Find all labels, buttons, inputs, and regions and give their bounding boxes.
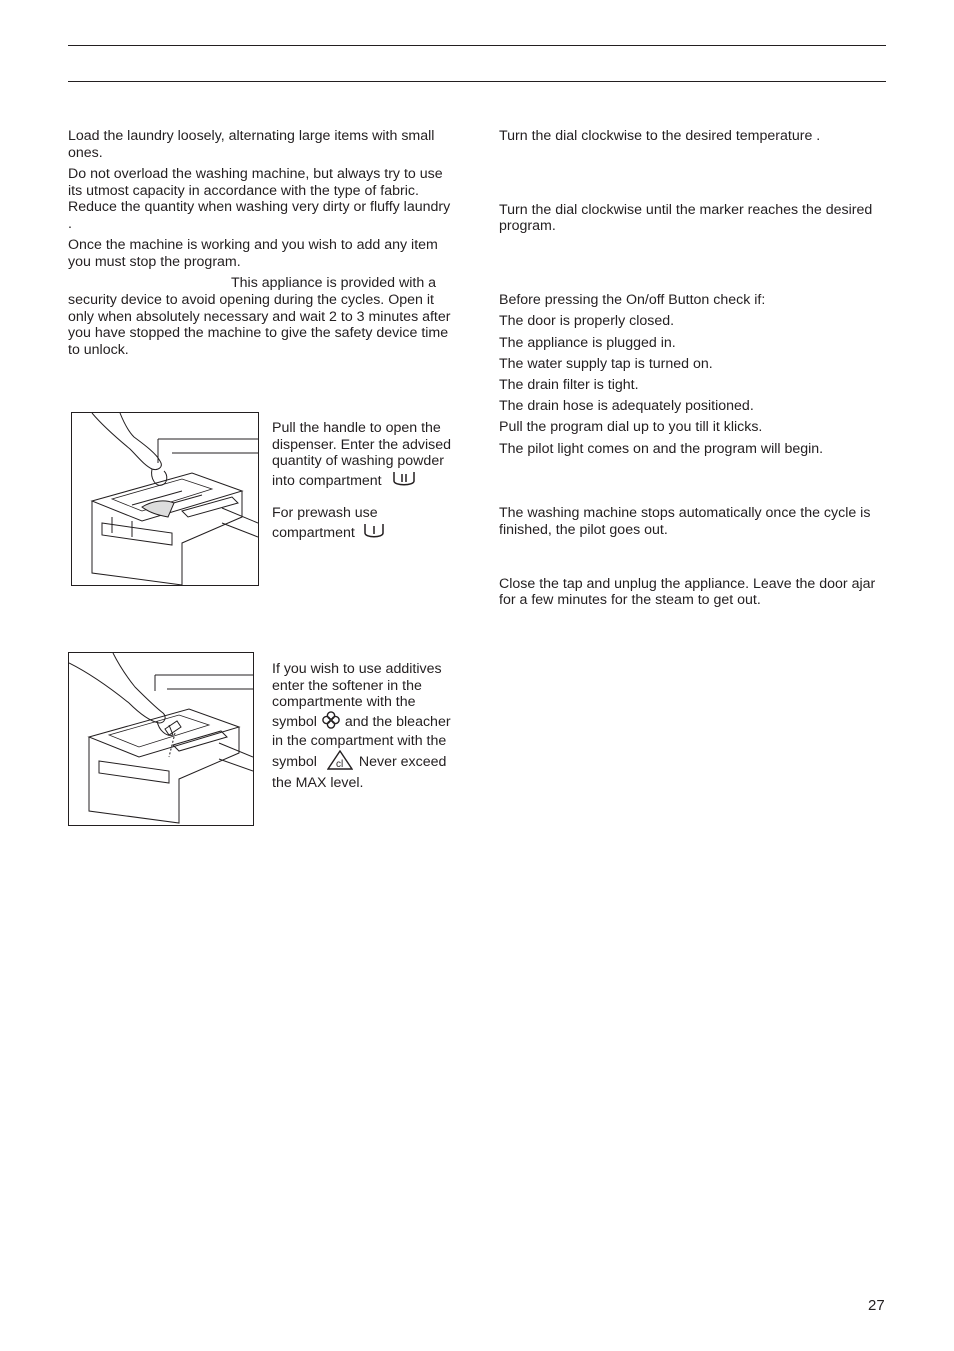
check-item: Pull the program dial up to you till it klicks.	[499, 419, 763, 436]
prewash-text: For prewash use compartment	[272, 505, 378, 542]
svg-text:cl: cl	[335, 758, 344, 770]
check-item: The water supply tap is turned on.	[499, 355, 713, 372]
right-column	[499, 128, 891, 609]
door-safety-paragraph	[68, 275, 458, 359]
page-number: 27	[868, 1297, 885, 1314]
additives-text-1: If you wish to use additives enter the softener in the compartmente with the symbol	[272, 661, 442, 730]
compartment-i-icon	[363, 522, 385, 545]
check-item: The drain filter is tight.	[499, 376, 639, 393]
detergent-text: Pull the handle to open the dispenser. Enter the advised quantity of washing powder into compartment	[272, 420, 452, 489]
end-cycle-paragraph: The washing machine stops automatically once the cycle is finished, the pilot goes out.	[499, 505, 871, 538]
check-item: The drain hose is adequately positioned.	[499, 398, 754, 415]
check-item: The pilot light comes on and the program will begin.	[499, 440, 824, 457]
detergent-instructions	[272, 420, 457, 545]
check-intro: Before pressing the On/off Button check if:	[499, 292, 766, 309]
additives-illustration	[68, 652, 254, 826]
left-column	[68, 128, 458, 359]
load-paragraph-2: Do not overload the washing machine, but always try to use its utmost capacity in accordance with the type of fabric. Reduce the quantity when washing very dirty or fluffy laundry .	[68, 165, 451, 233]
additives-instructions	[272, 661, 457, 791]
program-paragraph: Turn the dial clockwise until the marker reaches the desired program.	[499, 201, 873, 235]
temperature-paragraph: Turn the dial clockwise to the desired temperature .	[499, 128, 821, 144]
load-paragraph-3: Once the machine is working and you wish to add any item you must stop the program.	[68, 237, 438, 270]
additives-text-2: and the bleacher in the compartment with the symbol	[272, 713, 451, 771]
additives-text-3: Never exceed the MAX level.	[272, 754, 447, 791]
door-safety-text: This appliance is provided with a security device to avoid opening during the cycles. Open it only when absolutely necessary and wait 2 to 3 minutes after you have stopped the machine to give the safety device time to unlock.	[68, 275, 451, 358]
check-item: The door is properly closed.	[499, 313, 675, 330]
after-wash-paragraph: Close the tap and unplug the appliance. Leave the door ajar for a few minutes for the steam to get out.	[499, 575, 876, 609]
bleach-triangle-icon	[327, 750, 353, 775]
compartment-ii-icon	[392, 470, 416, 493]
detergent-drawer-illustration	[71, 412, 259, 586]
header-rule-bottom	[68, 81, 886, 82]
header-rule-top	[68, 45, 886, 46]
check-item: The appliance is plugged in.	[499, 334, 676, 351]
load-paragraph-1: Load the laundry loosely, alternating large items with small ones.	[68, 128, 435, 161]
flower-icon	[321, 711, 341, 734]
